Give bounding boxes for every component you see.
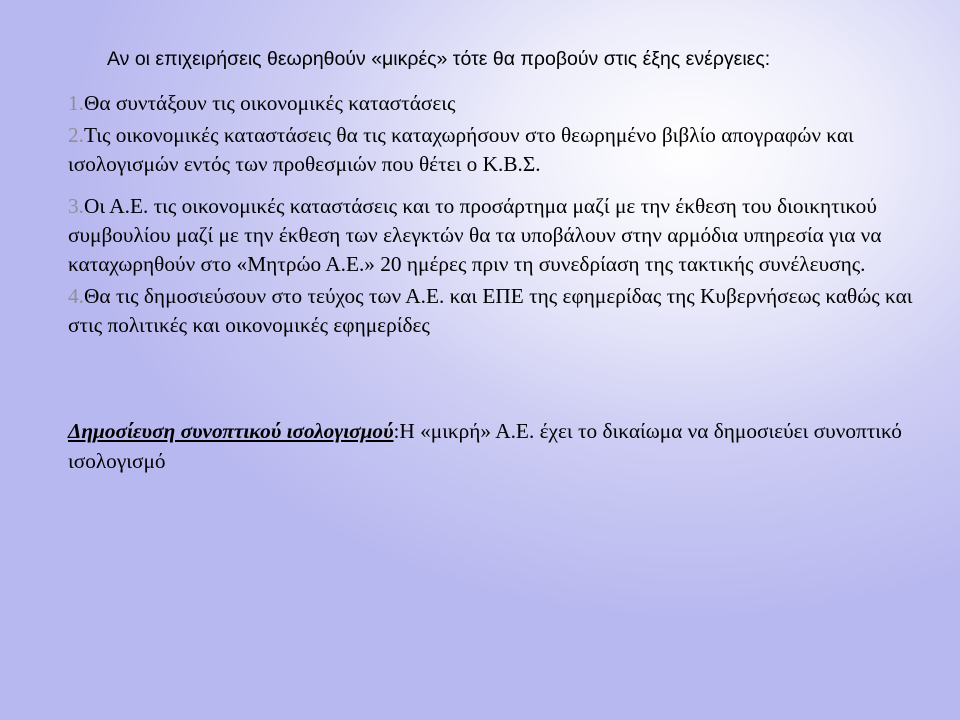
list-item-2 <box>68 121 928 179</box>
publication-title: Δημοσίευση συνοπτικού ισολογισμού <box>68 419 394 443</box>
list-item-4 <box>68 282 928 340</box>
list-item-text: Τις οικονομικές καταστάσεις θα τις καταχωρήσουν στο θεωρημένο βιβλίο απογραφών και ισολογισμών εντός των προθεσμιών που θέτει ο Κ.Β.Σ. <box>68 123 854 176</box>
list-item-number: 2. <box>68 123 84 147</box>
list-item-text: Θα συντάξουν τις οικονομικές καταστάσεις <box>83 91 456 115</box>
numbered-list <box>68 89 928 350</box>
list-item-text: Θα τις δημοσιεύσουν στο τεύχος των Α.Ε. και ΕΠΕ της εφημερίδας της Κυβερνήσεως καθώς και στις πολιτικές και οικονομικές εφημερίδες <box>68 284 913 337</box>
publication-text: :Η «μικρή» Α.Ε. έχει το δικαίωμα να δημοσιεύει συνοπτικό ισολογισμό <box>68 419 902 473</box>
list-item-number: 3. <box>68 194 84 218</box>
list-item-number: 4. <box>68 284 84 308</box>
slide-heading: Αν οι επιχειρήσεις θεωρηθούν «μικρές» τότε θα προβούν στις έξης ενέργειες: <box>107 48 771 70</box>
publication-note <box>68 416 928 476</box>
list-item-3 <box>68 192 928 279</box>
list-item-number: 1. <box>68 91 84 115</box>
list-item-1 <box>68 89 928 118</box>
list-item-text: Οι Α.Ε. τις οικονομικές καταστάσεις και το προσάρτημα μαζί με την έκθεση του διοικητικού συμβουλίου μαζί με την έκθεση των ελεγκτών θα τα υποβάλουν στην αρμόδια υπηρεσία για να καταχωρηθούν στο «Μητρώο Α.Ε.» 20 ημέρες πριν τη συνεδρίαση της τακτικής συνέλευσης. <box>68 194 882 276</box>
